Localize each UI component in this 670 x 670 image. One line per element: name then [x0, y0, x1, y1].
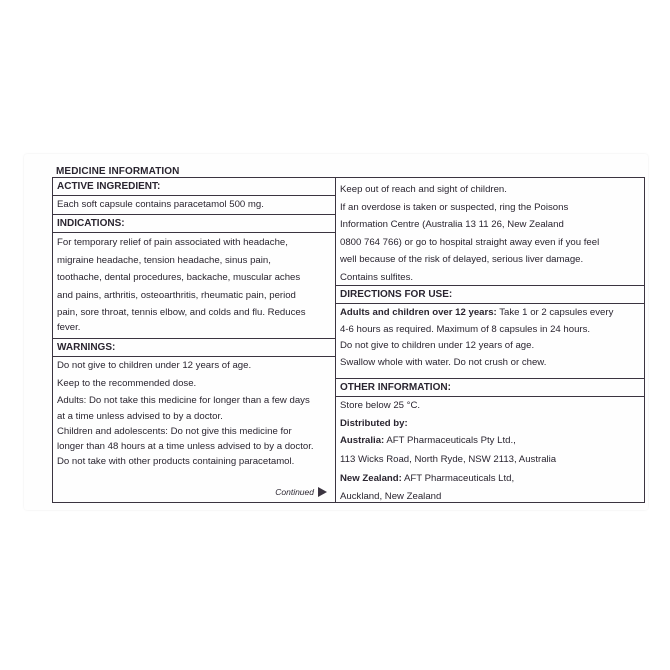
directions-section: [336, 286, 644, 379]
distributed-by-label: Distributed by:: [340, 418, 408, 429]
indications-section: [53, 215, 335, 339]
warnings-line: at a time unless advised to by a doctor.: [57, 410, 223, 422]
active-ingredient-text: Each soft capsule contains paracetamol 500 mg.: [57, 199, 264, 210]
safety-section: [336, 178, 644, 286]
indications-line: For temporary relief of pain associated with headache,: [57, 237, 288, 248]
safety-line: Keep out of reach and sight of children.: [340, 184, 507, 195]
warnings-line: Adults: Do not take this medicine for longer than a few days: [57, 395, 310, 407]
directions-heading: DIRECTIONS FOR USE:: [336, 286, 644, 304]
warnings-line: Keep to the recommended dose.: [57, 377, 197, 389]
australia-company: AFT Pharmaceuticals Pty Ltd.,: [384, 435, 516, 446]
arrow-right-icon: [318, 487, 327, 497]
storage-text: Store below 25 °C.: [340, 400, 421, 411]
indications-line: and pains, arthritis, osteoarthritis, rheumatic pain, period: [57, 289, 296, 301]
directions-dose: Take 1 or 2 capsules every: [496, 307, 614, 318]
safety-line: 0800 764 766) or go to hospital straight away even if you feel: [340, 236, 600, 248]
active-ingredient-heading: ACTIVE INGREDIENT:: [53, 178, 335, 196]
active-ingredient-section: [53, 178, 335, 215]
continued-label: Continued: [275, 487, 314, 497]
indications-heading: INDICATIONS:: [53, 215, 335, 233]
indications-line: migraine headache, tension headache, sinus pain,: [57, 254, 271, 266]
new-zealand-company: AFT Pharmaceuticals Ltd,: [401, 472, 515, 484]
directions-line: [340, 304, 640, 322]
indications-line: fever.: [57, 321, 81, 333]
indications-line: toothache, dental procedures, backache, muscular aches: [57, 272, 301, 284]
directions-line: 4-6 hours as required. Maximum of 8 capsules in 24 hours.: [340, 323, 591, 335]
warnings-section: [53, 339, 335, 502]
australia-line: [340, 433, 640, 450]
warnings-line: Do not give to children under 12 years of age.: [57, 360, 252, 371]
directions-line: Do not give to children under 12 years of age.: [340, 339, 535, 351]
safety-line: If an overdose is taken or suspected, ring the Poisons: [340, 201, 569, 213]
indications-line: pain, sore throat, tennis elbow, and colds and flu. Reduces: [57, 307, 306, 319]
left-column: [53, 178, 336, 502]
right-column: [336, 178, 644, 502]
australia-label: Australia:: [340, 435, 385, 446]
other-info-section: [336, 379, 644, 502]
directions-audience: Adults and children over 12 years:: [340, 307, 497, 318]
new-zealand-line: [340, 469, 640, 489]
directions-line: Swallow whole with water. Do not crush or chew.: [340, 357, 547, 369]
new-zealand-address: Auckland, New Zealand: [340, 490, 442, 502]
medicine-info-table: [52, 177, 645, 503]
safety-line: Contains sulfites.: [340, 271, 414, 283]
warnings-line: Children and adolescents: Do not give this medicine for: [57, 425, 292, 437]
safety-line: well because of the risk of delayed, serious liver damage.: [340, 254, 584, 266]
warnings-line: longer than 48 hours at a time unless advised to by a doctor.: [57, 441, 314, 453]
new-zealand-label: New Zealand:: [340, 472, 402, 484]
continued-indicator: [275, 487, 327, 497]
safety-line: Information Centre (Australia 13 11 26, New Zealand: [340, 219, 564, 231]
warnings-heading: WARNINGS:: [53, 339, 335, 357]
page-title: MEDICINE INFORMATION: [56, 166, 180, 177]
other-info-heading: OTHER INFORMATION:: [336, 379, 644, 397]
australia-address: 113 Wicks Road, North Ryde, NSW 2113, Australia: [340, 453, 557, 465]
warnings-line: Do not take with other products containing paracetamol.: [57, 456, 295, 468]
